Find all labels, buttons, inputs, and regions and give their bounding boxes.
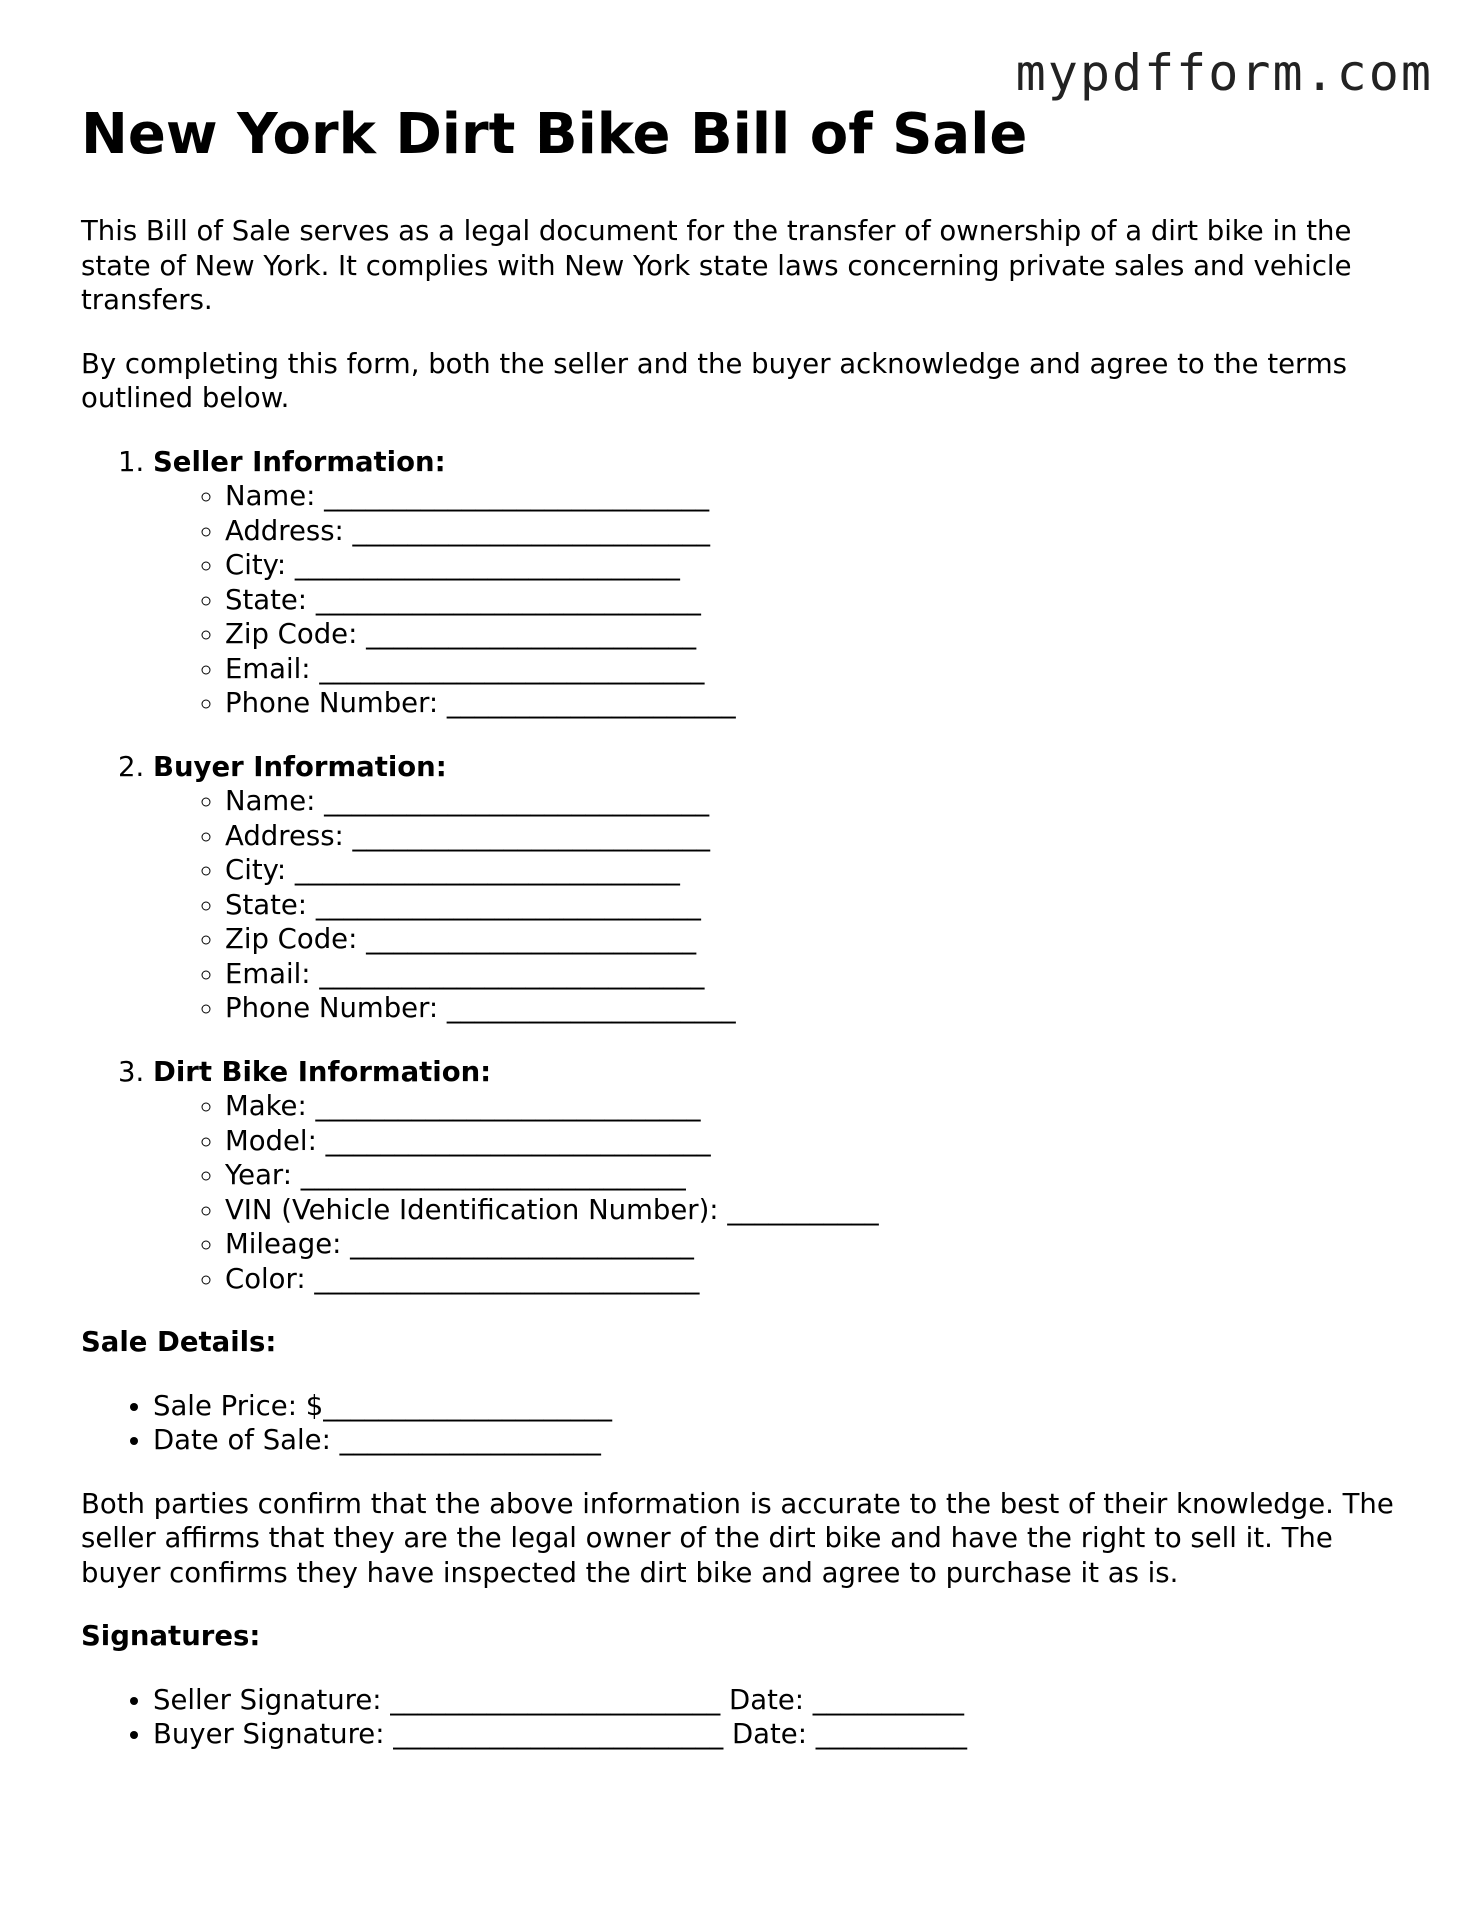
field-seller-city[interactable]: [225, 548, 1401, 583]
field-seller-name[interactable]: [225, 479, 1401, 514]
fill-line[interactable]: ____________________________: [300, 1159, 686, 1191]
date-line[interactable]: ___________: [812, 1683, 965, 1716]
fill-line[interactable]: _____________________: [446, 687, 736, 719]
fill-line[interactable]: ____________________________: [324, 480, 710, 512]
field-buyer-state[interactable]: [225, 888, 1401, 923]
fill-line[interactable]: ____________________________: [324, 785, 710, 817]
field-label: Sale Price: $: [153, 1389, 324, 1422]
field-buyer-address[interactable]: [225, 819, 1401, 854]
field-bike-color[interactable]: [225, 1262, 1401, 1297]
fill-line[interactable]: ____________________________: [319, 957, 705, 990]
field-buyer-name[interactable]: [225, 784, 1401, 819]
field-bike-vin[interactable]: [225, 1193, 1401, 1228]
signatures-list: [81, 1683, 1401, 1752]
field-label: Phone Number:: [225, 687, 447, 719]
confirmation-paragraph: Both parties confirm that the above information is accurate to the best of their knowledge. The seller affirms that they are the legal owner of the dirt bike and have the right to sell it. The buyer confirms they have inspected the dirt bike and agree to purchase it as is.: [81, 1487, 1394, 1589]
field-label: Name:: [225, 785, 325, 817]
section-dirt-bike: [153, 1055, 1401, 1297]
signature-line[interactable]: ________________________: [393, 1718, 724, 1750]
fill-line[interactable]: ____________________________: [319, 652, 705, 685]
section-title: Buyer Information:: [153, 750, 447, 783]
fill-line[interactable]: ____________________________: [294, 854, 680, 886]
field-seller-zip[interactable]: [225, 617, 1401, 652]
field-list: [153, 479, 1401, 721]
fill-line[interactable]: ____________________________: [315, 583, 701, 616]
section-title: Dirt Bike Information:: [153, 1055, 492, 1088]
fill-line[interactable]: ___________________: [339, 1424, 601, 1456]
field-sale-price[interactable]: [153, 1389, 1401, 1424]
field-label: Date of Sale:: [153, 1424, 340, 1456]
field-label: State:: [225, 888, 316, 921]
section-title: Seller Information:: [153, 445, 446, 478]
fill-line[interactable]: _________________________: [350, 1228, 694, 1260]
date-label: Date:: [720, 1683, 813, 1716]
date-label: Date:: [723, 1718, 816, 1750]
document-page: [81, 100, 1401, 1781]
field-buyer-zip[interactable]: [225, 922, 1401, 957]
field-label: Phone Number:: [225, 992, 447, 1024]
field-list: [153, 784, 1401, 1026]
fill-line[interactable]: ____________________________: [315, 1090, 701, 1122]
fill-line[interactable]: __________________________: [352, 819, 711, 852]
field-seller-phone[interactable]: [225, 686, 1401, 721]
fill-line[interactable]: ____________________________: [325, 1124, 711, 1157]
sale-details-list: [81, 1389, 1401, 1458]
field-label: Year:: [225, 1159, 301, 1191]
fill-line[interactable]: ___________: [727, 1193, 879, 1226]
field-label: Buyer Signature:: [153, 1718, 394, 1750]
field-buyer-email[interactable]: [225, 957, 1401, 992]
fill-line[interactable]: ________________________: [366, 923, 697, 955]
field-label: Address:: [225, 514, 353, 547]
field-list: [153, 1089, 1401, 1296]
field-seller-email[interactable]: [225, 652, 1401, 687]
intro-paragraph: This Bill of Sale serves as a legal document for the transfer of ownership of a dirt bike in the state of New York. It complies with New York state laws concerning private sales and vehicle transfers.: [81, 215, 1352, 316]
fill-line[interactable]: _____________________: [323, 1389, 612, 1422]
field-buyer-city[interactable]: [225, 853, 1401, 888]
field-label: Make:: [225, 1090, 316, 1122]
field-label: Model:: [225, 1124, 326, 1157]
field-label: Color:: [225, 1262, 315, 1295]
field-seller-state[interactable]: [225, 583, 1401, 618]
field-label: VIN (Vehicle Identification Number):: [225, 1193, 728, 1226]
fill-line[interactable]: ____________________________: [315, 888, 701, 921]
fill-line[interactable]: ____________________________: [294, 549, 680, 581]
signature-line[interactable]: ________________________: [390, 1683, 721, 1716]
fill-line[interactable]: ________________________: [366, 618, 697, 650]
section-seller: [153, 445, 1401, 721]
form-sections: [81, 445, 1401, 1297]
field-bike-model[interactable]: [225, 1124, 1401, 1159]
sale-details-heading: Sale Details:: [81, 1326, 277, 1358]
field-label: Email:: [225, 652, 320, 685]
field-label: State:: [225, 583, 316, 616]
signatures-heading: Signatures:: [81, 1620, 261, 1652]
field-bike-year[interactable]: [225, 1158, 1401, 1193]
field-seller-address[interactable]: [225, 514, 1401, 549]
page-title: New York Dirt Bike Bill of Sale: [81, 102, 1028, 167]
field-label: Name:: [225, 480, 325, 512]
field-bike-make[interactable]: [225, 1089, 1401, 1124]
field-label: Email:: [225, 957, 320, 990]
field-buyer-signature[interactable]: [153, 1717, 1401, 1752]
section-buyer: [153, 750, 1401, 1026]
watermark: mypdfform.com: [1015, 44, 1433, 102]
field-label: City:: [225, 549, 295, 581]
field-label: Zip Code:: [225, 618, 367, 650]
field-label: City:: [225, 854, 295, 886]
field-label: Address:: [225, 819, 353, 852]
fill-line[interactable]: ____________________________: [314, 1262, 700, 1295]
fill-line[interactable]: __________________________: [352, 514, 711, 547]
fill-line[interactable]: _____________________: [446, 992, 736, 1024]
field-date-of-sale[interactable]: [153, 1423, 1401, 1458]
field-bike-mileage[interactable]: [225, 1227, 1401, 1262]
agreement-paragraph: By completing this form, both the seller and the buyer acknowledge and agree to the terms outlined below.: [81, 347, 1347, 414]
date-line[interactable]: ___________: [815, 1718, 967, 1750]
field-label: Zip Code:: [225, 923, 367, 955]
field-seller-signature[interactable]: [153, 1683, 1401, 1718]
field-buyer-phone[interactable]: [225, 991, 1401, 1026]
field-label: Seller Signature:: [153, 1683, 391, 1716]
field-label: Mileage:: [225, 1228, 351, 1260]
